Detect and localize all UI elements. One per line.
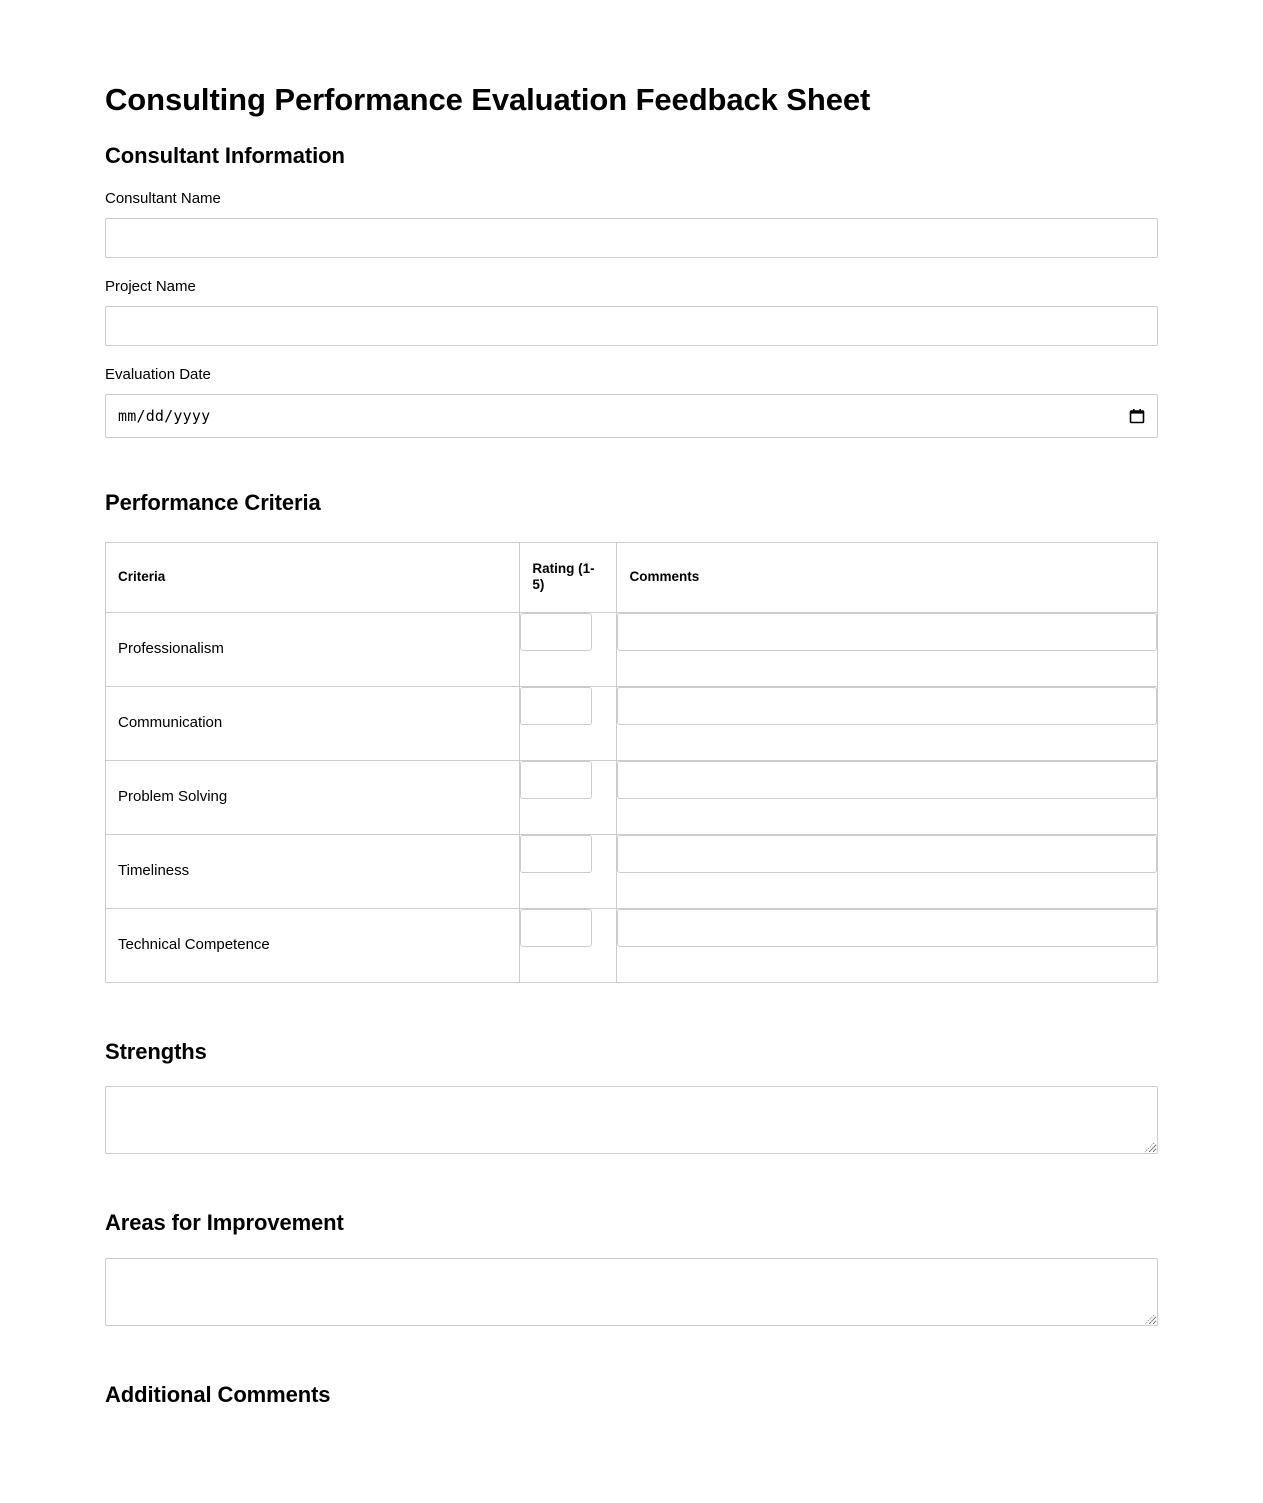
comments-cell bbox=[617, 686, 1158, 760]
field-group-project-name bbox=[105, 278, 1158, 346]
page-title: Consulting Performance Evaluation Feedback Sheet bbox=[105, 82, 871, 117]
evaluation-date-input[interactable] bbox=[105, 394, 1158, 438]
label-consultant-name: Consultant Name bbox=[105, 190, 221, 208]
table-row bbox=[106, 834, 1158, 908]
section-title-consultant-information: Consultant Information bbox=[105, 142, 345, 168]
performance-criteria-table bbox=[105, 542, 1158, 982]
criteria-cell bbox=[106, 686, 520, 760]
table-header-row bbox=[106, 543, 1158, 612]
field-group-consultant-name bbox=[105, 190, 1158, 258]
section-title-additional-comments: Additional Comments bbox=[105, 1381, 331, 1407]
column-header-rating: Rating (1-5) bbox=[520, 543, 617, 612]
criteria-cell bbox=[106, 908, 520, 982]
table-head bbox=[106, 543, 1158, 612]
rating-input[interactable] bbox=[520, 909, 592, 947]
criteria-cell bbox=[106, 834, 520, 908]
label-evaluation-date: Evaluation Date bbox=[105, 365, 211, 383]
calendar-icon[interactable] bbox=[1129, 408, 1145, 424]
comments-cell bbox=[617, 908, 1158, 982]
criteria-label: Professionalism bbox=[118, 640, 224, 658]
criteria-label: Timeliness bbox=[118, 862, 190, 880]
rating-input[interactable] bbox=[520, 761, 592, 799]
label-project-name: Project Name bbox=[105, 278, 196, 296]
consultant-name-input[interactable] bbox=[105, 218, 1158, 258]
criteria-label: Technical Competence bbox=[118, 936, 270, 954]
criteria-cell bbox=[106, 612, 520, 686]
strengths-field-wrap bbox=[105, 1086, 1158, 1154]
comments-input[interactable] bbox=[617, 761, 1157, 799]
criteria-cell bbox=[106, 760, 520, 834]
comments-input[interactable] bbox=[617, 909, 1157, 947]
date-placeholder-text: mm/dd/yyyy bbox=[118, 406, 211, 425]
column-header-comments: Comments bbox=[617, 543, 1158, 612]
comments-cell bbox=[617, 612, 1158, 686]
rating-input[interactable] bbox=[520, 835, 592, 873]
rating-cell bbox=[520, 612, 617, 686]
project-name-input[interactable] bbox=[105, 306, 1158, 346]
rating-cell bbox=[520, 686, 617, 760]
criteria-label: Communication bbox=[118, 714, 223, 732]
table-row bbox=[106, 760, 1158, 834]
table-row bbox=[106, 612, 1158, 686]
comments-input[interactable] bbox=[617, 835, 1157, 873]
rating-cell bbox=[520, 760, 617, 834]
table-row bbox=[106, 908, 1158, 982]
areas-for-improvement-field-wrap bbox=[105, 1258, 1158, 1326]
rating-cell bbox=[520, 834, 617, 908]
rating-cell bbox=[520, 908, 617, 982]
strengths-textarea[interactable] bbox=[105, 1086, 1158, 1154]
comments-input[interactable] bbox=[617, 613, 1157, 651]
column-header-criteria: Criteria bbox=[106, 543, 520, 612]
field-group-evaluation-date bbox=[105, 366, 1158, 438]
comments-input[interactable] bbox=[617, 687, 1157, 725]
rating-input[interactable] bbox=[520, 613, 592, 651]
criteria-label: Problem Solving bbox=[118, 788, 228, 806]
areas-for-improvement-textarea[interactable] bbox=[105, 1258, 1158, 1326]
section-title-performance-criteria: Performance Criteria bbox=[105, 489, 321, 515]
table-row bbox=[106, 686, 1158, 760]
comments-cell bbox=[617, 760, 1158, 834]
section-title-areas-for-improvement: Areas for Improvement bbox=[105, 1210, 344, 1236]
comments-cell bbox=[617, 834, 1158, 908]
table-body bbox=[106, 612, 1158, 982]
section-title-strengths: Strengths bbox=[105, 1038, 207, 1064]
rating-input[interactable] bbox=[520, 687, 592, 725]
